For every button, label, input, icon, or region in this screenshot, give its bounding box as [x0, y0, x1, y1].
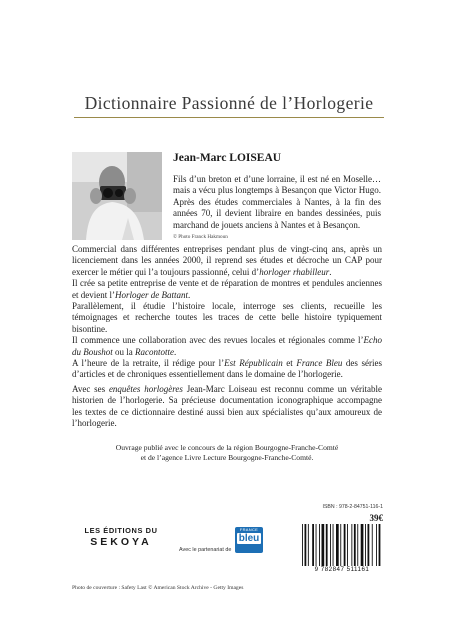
partner-text: Avec le partenariat de: [179, 547, 232, 553]
biography: [72, 244, 382, 381]
barcode-bar: [368, 524, 370, 566]
logo-word: bleu: [238, 533, 260, 544]
title-divider: [74, 117, 384, 118]
barcode-bar: [302, 524, 303, 566]
barcode-bar: [305, 524, 307, 566]
barcode-bar: [308, 524, 309, 566]
france-bleu-logo: [235, 527, 263, 553]
barcode-bar: [344, 524, 346, 566]
barcode-bar: [376, 524, 377, 566]
barcode-bar: [354, 524, 356, 566]
barcode-bar: [351, 524, 352, 566]
bio-paragraph: Commercial dans différentes entreprises pendant plus de vingt-cinq ans, après un licenciement dans les années 2000, il reprend ses études et décroche un CAP pour exercer le métier qui l’a toujours passionné, celui d’horloger rhabilleur.: [72, 244, 382, 277]
isbn: ISBN : 978-2-84751-116-1: [322, 504, 383, 510]
publisher-line1: LES ÉDITIONS DU: [84, 526, 158, 535]
support-line: et de l’agence Livre Lecture Bourgogne-Franche-Comté.: [140, 453, 314, 463]
barcode-bar: [372, 524, 373, 566]
barcode-bar: [322, 524, 325, 566]
logo-tag: FRANCE: [239, 527, 259, 532]
publisher-logo: [78, 526, 164, 548]
author-name: Jean-Marc LOISEAU: [173, 152, 282, 164]
price: 39€: [369, 513, 383, 523]
barcode-bar: [330, 524, 331, 566]
publisher-line2: SEKOYA: [90, 536, 152, 548]
barcode-bar: [365, 524, 366, 566]
barcode-bar: [361, 524, 364, 566]
bio-intro: Fils d’un breton et d’une lorraine, il est né en Moselle… mais a vécu plus longtemps à Besançon que Victor Hugo. Après des études commerciales à Nantes, à la fin des années 70, il devient libraire en bandes dessinées, puis marchand de jouets anciens à Nantes et à Besançon.: [173, 174, 381, 230]
barcode-bar: [326, 524, 328, 566]
support-line: Ouvrage publié avec le concours de la région Bourgogne-Franche-Comté: [115, 443, 339, 452]
closing-paragraph: Avec ses enquêtes horlogères Jean-Marc Loiseau est reconnu comme un véritable historien de l’horlogerie. Sa précieuse documentation iconographique accompagne les textes de ce dictionnaire destiné aussi bien aux spécialistes qu’aux amoureux de l’horlogerie.: [72, 384, 382, 429]
support-notice: [72, 443, 382, 463]
barcode-bar: [347, 524, 348, 566]
barcode-bar: [316, 524, 317, 566]
barcode-bar: [312, 524, 314, 566]
barcode-bar: [333, 524, 334, 566]
barcode-bar: [340, 524, 341, 566]
bio-paragraph: Il crée sa petite entreprise de vente et de réparation de montres et pendules anciennes et devient l’Horloger de Battant.: [72, 278, 382, 300]
barcode-bar: [379, 524, 381, 566]
bio-paragraph: Il commence une collaboration avec des revues locales et régionales comme l’Echo du Boushot ou la Racontotte.: [72, 335, 382, 357]
author-photo: [72, 152, 162, 240]
barcode-bar: [319, 524, 320, 566]
barcode-bar: [357, 524, 358, 566]
book-title: Dictionnaire Passionné de l’Horlogerie: [84, 93, 374, 113]
bio-paragraph: A l’heure de la retraite, il rédige pour l’Est Républicain et France Bleu des séries d’articles et de chroniques essentiellement dans le domaine de l’horlogerie.: [72, 358, 382, 380]
bio-paragraph: Parallèlement, il étudie l’histoire locale, interroge ses clients, recueille les témoignages et recherche toutes les traces de cette belle histoire typiquement bisontine.: [72, 301, 382, 334]
barcode-bar: [336, 524, 339, 566]
cover-credit: Photo de couverture : Safety Last © American Stock Archive - Getty Images: [72, 585, 244, 591]
photo-credit: © Photo Franck Hakmoun: [173, 234, 228, 240]
barcode: [300, 524, 384, 566]
barcode-digits: 9 782847 511161: [314, 566, 370, 573]
